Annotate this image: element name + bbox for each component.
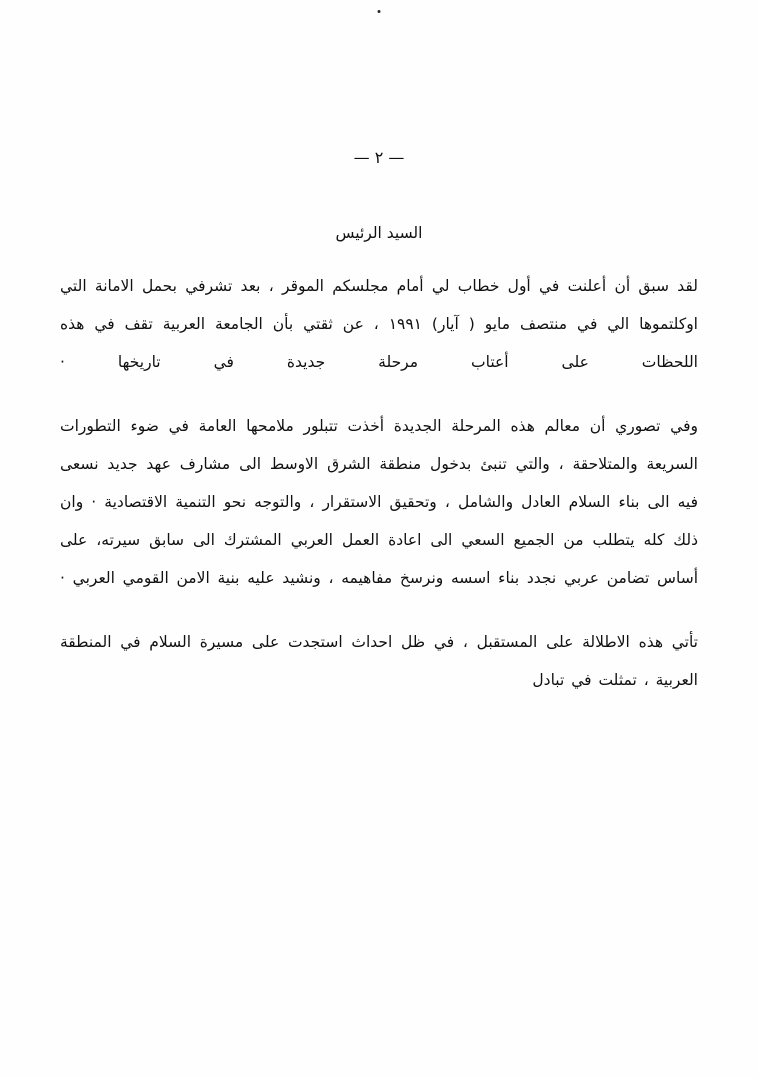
paragraph-3: تأتي هذه الاطلالة على المستقبل ، في ظل احداث استجدت على مسيرة السلام في المنطقة العربية ، تمثلت في تبادل [60,632,698,689]
top-margin-mark [378,10,381,13]
page-number: — ٢ — [353,148,405,167]
salutation-line: السيد الرئيس [335,224,423,242]
paragraph-1: لقد سبق أن أعلنت في أول خطاب لي أمام مجلسكم الموقر ، بعد تشرفي بحمل الامانة التي اوكلتموها الي في منتصف مايو ( آيار) ١٩٩١ ، عن ثقتي بأن الجامعة العربية تقف في هذه اللحظات على أعتاب مرحلة جديدة في تاريخها · [60,277,698,371]
paragraph-2: وفي تصوري أن معالم هذه المرحلة الجديدة أخذت تتبلور ملامحها العامة في ضوء التطورات السريعة والمتلاحقة ، والتي تنبئ بدخول منطقة الشرق الاوسط الى مشارف عهد جديد نسعى فيه الى بناء السلام العادل والشامل ، وتحقيق الاستقرار ، والتوجه نحو التنمية الاقتصادية · وان ذلك كله يتطلب من الجميع السعي الى اعادة العمل العربي المشترك الى سابق سيرته، على أساس تضامن عربي نجدد بناء اسسه ونرسخ مفاهيمه ، ونشيد عليه بنية الامن القومي العربي · [60,416,698,587]
document-body [60,224,698,726]
